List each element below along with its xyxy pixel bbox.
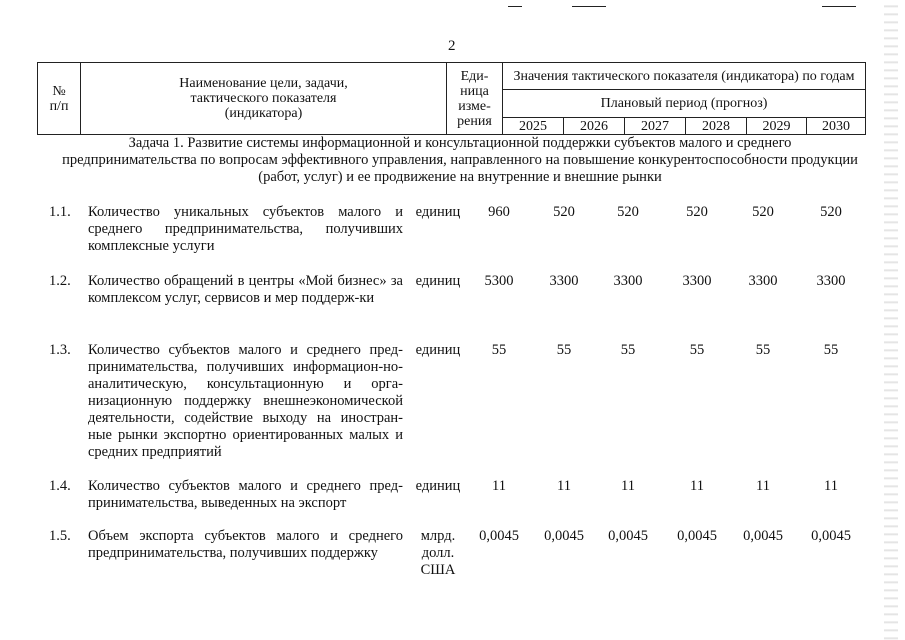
row-value-2028: 11	[690, 478, 704, 494]
row-value-2028: 55	[689, 342, 705, 358]
header-name-cell	[80, 62, 447, 135]
row-value-2028: 520	[686, 204, 708, 220]
scan-mark	[508, 6, 522, 7]
page-number: 2	[448, 38, 456, 54]
row-value-2027: 11	[621, 478, 635, 494]
row-value-2025: 55	[491, 342, 507, 358]
row-unit: единиц	[415, 273, 461, 289]
row-unit: единиц	[415, 342, 461, 358]
header-number-label: № п/п	[49, 83, 69, 114]
row-name: Количество субъектов малого и среднего пред-принимательства, получивших информацион-но-аналитическую, консультационную и орга-низационную поддержку внешнеэкономической деятельности, содействие выходу на иностран-ные рынки экспортно ориентированных малых и средних предприятий	[88, 342, 403, 460]
header-year: 2028	[685, 117, 747, 135]
row-value-2028: 0,0045	[677, 528, 717, 544]
row-value-2025: 960	[488, 204, 510, 220]
row-value-2030: 3300	[816, 273, 846, 289]
row-name: Количество обращений в центры «Мой бизнес» за комплексом услуг, сервисов и мер поддерж-ки	[88, 273, 403, 306]
row-name: Количество уникальных субъектов малого и среднего предпринимательства, получивших комплексные услуги	[88, 204, 403, 254]
header-year: 2030	[806, 117, 866, 135]
row-value-2026: 0,0045	[544, 528, 584, 544]
header-unit-cell	[446, 62, 503, 135]
header-unit-label: Еди- ница изме- рения	[457, 68, 492, 129]
header-year: 2026	[563, 117, 625, 135]
scan-mark	[572, 6, 606, 7]
row-value-2029: 520	[752, 204, 774, 220]
row-index: 1.5.	[49, 528, 71, 544]
row-value-2029: 3300	[748, 273, 778, 289]
row-value-2028: 3300	[682, 273, 712, 289]
row-unit: единиц	[415, 478, 461, 494]
row-value-2030: 55	[823, 342, 839, 358]
row-unit: млрд. долл. США	[420, 528, 456, 578]
row-value-2029: 0,0045	[743, 528, 783, 544]
row-name: Объем экспорта субъектов малого и среднего предпринимательства, получивших поддержку	[88, 528, 403, 561]
header-year: 2025	[502, 117, 564, 135]
header-values-cell	[502, 62, 866, 90]
header-period-label: Плановый период (прогноз)	[600, 96, 768, 111]
row-value-2026: 520	[553, 204, 575, 220]
header-year: 2027	[624, 117, 686, 135]
row-value-2027: 55	[620, 342, 636, 358]
row-index: 1.4.	[49, 478, 71, 494]
row-unit: единиц	[415, 204, 461, 220]
row-value-2029: 11	[756, 478, 770, 494]
row-value-2026: 3300	[549, 273, 579, 289]
row-name: Количество субъектов малого и среднего пред-принимательства, выведенных на экспорт	[88, 478, 403, 511]
row-value-2025: 11	[492, 478, 506, 494]
row-value-2029: 55	[755, 342, 771, 358]
row-value-2026: 11	[557, 478, 571, 494]
header-period-cell	[502, 89, 866, 118]
header-number-cell	[37, 62, 81, 135]
header-year: 2029	[746, 117, 807, 135]
task-heading: Задача 1. Развитие системы информационной и консультационной поддержки субъектов малого и среднего предпринимательства по вопросам эффективного управления, направленного на повышение конкурентоспособности продукции (работ, услуг) и ее продвижение на внутренние и внешние рынки	[62, 135, 858, 185]
row-index: 1.2.	[49, 273, 71, 289]
row-value-2027: 3300	[613, 273, 643, 289]
row-index: 1.3.	[49, 342, 71, 358]
header-values-label: Значения тактического показателя (индикатора) по годам	[513, 68, 855, 84]
scan-mark	[822, 6, 856, 7]
row-value-2026: 55	[556, 342, 572, 358]
row-value-2027: 0,0045	[608, 528, 648, 544]
table-header	[37, 62, 866, 135]
row-value-2030: 11	[824, 478, 838, 494]
row-value-2025: 0,0045	[479, 528, 519, 544]
row-index: 1.1.	[49, 204, 71, 220]
scan-edge-noise	[884, 0, 898, 640]
header-name-label: Наименование цели, задачи, тактического показателя (индикатора)	[179, 76, 348, 121]
row-value-2025: 5300	[484, 273, 514, 289]
row-value-2030: 0,0045	[811, 528, 851, 544]
row-value-2030: 520	[820, 204, 842, 220]
row-value-2027: 520	[617, 204, 639, 220]
